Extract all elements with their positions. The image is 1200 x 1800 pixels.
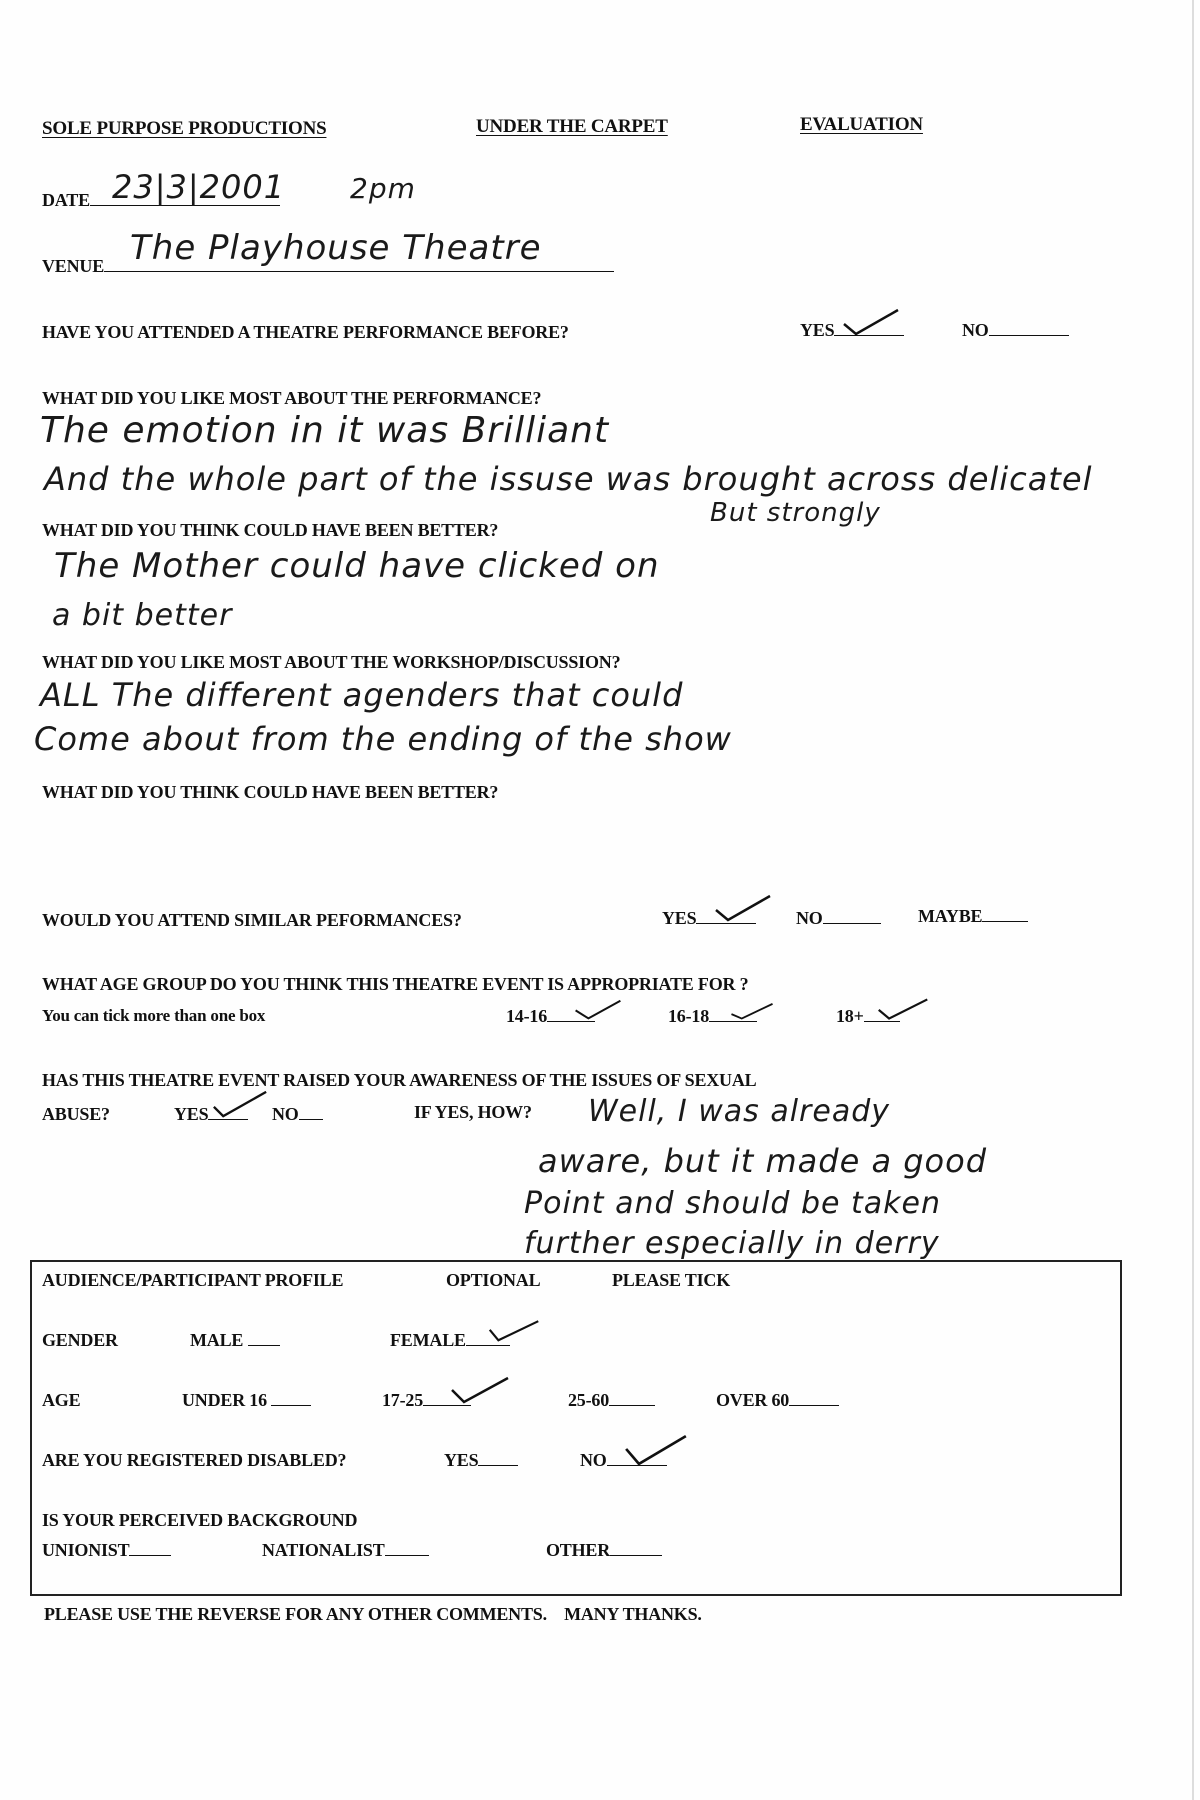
like-performance-answer-2[interactable]: And the whole part of the issuse was brought across delicatel xyxy=(44,460,1093,498)
similar-no-label: NO xyxy=(796,908,881,929)
age-group-hint: You can tick more than one box xyxy=(42,1006,266,1025)
age-25-60-label: 25-60 xyxy=(568,1390,655,1411)
awareness-how-label: IF YES, HOW? xyxy=(414,1102,532,1122)
disabled-question: ARE YOU REGISTERED DISABLED? xyxy=(42,1450,347,1470)
age-under16-label: UNDER 16 xyxy=(182,1390,311,1411)
age-17-25-checkmark[interactable] xyxy=(448,1374,512,1404)
better-performance-answer-1[interactable]: The Mother could have clicked on xyxy=(54,546,660,586)
org-heading: SOLE PURPOSE PRODUCTIONS xyxy=(42,118,327,139)
similar-yes-checkmark[interactable] xyxy=(712,894,772,924)
show-heading: UNDER THE CARPET xyxy=(476,116,668,137)
gender-female-label: FEMALE xyxy=(390,1330,510,1351)
evaluation-heading: EVALUATION xyxy=(800,114,923,135)
similar-question: WOULD YOU ATTEND SIMILAR PEFORMANCES? xyxy=(42,910,462,930)
awareness-answer-2[interactable]: aware, but it made a good xyxy=(538,1142,988,1180)
background-unionist-label: UNIONIST xyxy=(42,1540,171,1561)
awareness-yes-label: YES xyxy=(174,1104,248,1125)
venue-value[interactable]: The Playhouse Theatre xyxy=(130,228,542,268)
background-question: IS YOUR PERCEIVED BACKGROUND xyxy=(42,1510,358,1530)
better-performance-answer-2[interactable]: a bit better xyxy=(52,598,233,633)
age-label: AGE xyxy=(42,1390,81,1410)
like-performance-answer-1[interactable]: The emotion in it was Brilliant xyxy=(40,410,610,451)
awareness-question: HAS THIS THEATRE EVENT RAISED YOUR AWARENESS OF THE ISSUES OF SEXUAL xyxy=(42,1070,757,1090)
gender-label: GENDER xyxy=(42,1330,118,1350)
age-group-18plus-checkmark[interactable] xyxy=(872,996,934,1022)
age-group-14-16-label: 14-16 xyxy=(506,1006,595,1027)
awareness-question-2: ABUSE? xyxy=(42,1104,110,1124)
awareness-no-label: NO xyxy=(272,1104,323,1125)
like-workshop-question: WHAT DID YOU LIKE MOST ABOUT THE WORKSHOP/DISCUSSION? xyxy=(42,652,621,672)
venue-label: VENUE xyxy=(42,256,614,277)
like-performance-question: WHAT DID YOU LIKE MOST ABOUT THE PERFORMANCE? xyxy=(42,388,542,408)
gender-male-label: MALE xyxy=(190,1330,280,1351)
disabled-yes-label: YES xyxy=(444,1450,518,1471)
background-other-label: OTHER xyxy=(546,1540,662,1561)
attended-question: HAVE YOU ATTENDED A THEATRE PERFORMANCE BEFORE? xyxy=(42,322,569,342)
awareness-yes-checkmark[interactable] xyxy=(212,1090,268,1118)
similar-yes-label: YES xyxy=(662,908,756,929)
like-workshop-answer-1[interactable]: ALL The different agenders that could xyxy=(40,676,684,714)
similar-maybe-label: MAYBE xyxy=(918,906,1028,927)
date-value[interactable]: 23|3|2001 xyxy=(112,168,286,206)
better-performance-question: WHAT DID YOU THINK COULD HAVE BEEN BETTER? xyxy=(42,520,499,540)
attended-yes-checkmark[interactable] xyxy=(840,306,900,336)
profile-please-tick: PLEASE TICK xyxy=(612,1270,731,1290)
age-over60-label: OVER 60 xyxy=(716,1390,839,1411)
attended-yes-label: YES xyxy=(800,320,904,341)
awareness-answer-1[interactable]: Well, I was already xyxy=(588,1094,891,1129)
attended-no-label: NO xyxy=(962,320,1069,341)
like-performance-answer-3[interactable]: But strongly xyxy=(710,498,881,528)
awareness-answer-3[interactable]: Point and should be taken xyxy=(524,1186,942,1221)
age-17-25-label: 17-25 xyxy=(382,1390,471,1411)
gender-female-checkmark[interactable] xyxy=(486,1316,542,1342)
date-label: DATE xyxy=(42,190,280,211)
footer-note: PLEASE USE THE REVERSE FOR ANY OTHER COMMENTS. MANY THANKS. xyxy=(44,1604,702,1624)
profile-optional: OPTIONAL xyxy=(446,1270,541,1290)
page-edge-shadow xyxy=(1192,0,1194,1800)
disabled-no-label: NO xyxy=(580,1450,667,1471)
background-nationalist-label: NATIONALIST xyxy=(262,1540,429,1561)
awareness-answer-4[interactable]: further especially in derry xyxy=(524,1226,940,1261)
age-group-16-18-label: 16-18 xyxy=(668,1006,757,1027)
age-group-question: WHAT AGE GROUP DO YOU THINK THIS THEATRE EVENT IS APPROPRIATE FOR ? xyxy=(42,974,749,994)
time-value[interactable]: 2pm xyxy=(350,172,416,205)
age-group-14-16-checkmark[interactable] xyxy=(570,996,626,1020)
age-group-16-18-checkmark[interactable] xyxy=(726,998,778,1020)
disabled-no-checkmark[interactable] xyxy=(620,1434,692,1466)
better-workshop-question: WHAT DID YOU THINK COULD HAVE BEEN BETTER? xyxy=(42,782,499,802)
profile-title: AUDIENCE/PARTICIPANT PROFILE xyxy=(42,1270,344,1290)
age-group-18plus-label: 18+ xyxy=(836,1006,900,1027)
like-workshop-answer-2[interactable]: Come about from the ending of the show xyxy=(34,720,732,758)
